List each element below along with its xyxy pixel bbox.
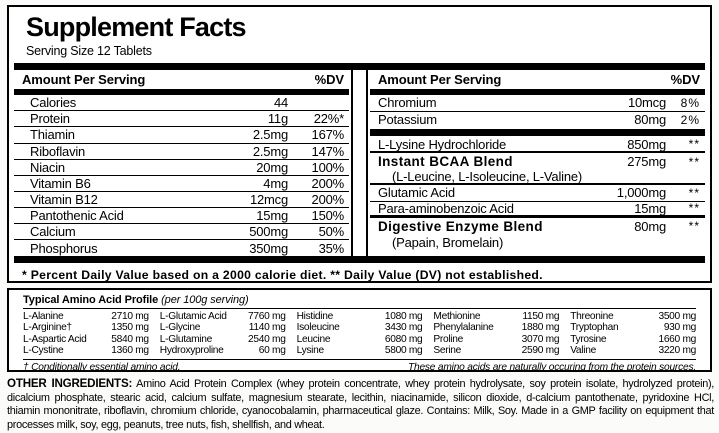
nutrient-name: Calories bbox=[30, 95, 77, 111]
nutrient-name: Vitamin B12 bbox=[30, 191, 98, 207]
amino-name: Threonine bbox=[570, 311, 614, 322]
amino-row bbox=[570, 322, 696, 333]
amino-name: L-Cystine bbox=[23, 345, 64, 357]
amino-mg: 5840 mg bbox=[111, 333, 149, 345]
nutrient-amount: 850mg bbox=[627, 136, 666, 152]
amino-column-5 bbox=[570, 311, 696, 357]
amino-name: Serine bbox=[433, 345, 462, 357]
nutrient-amount: 4mg bbox=[263, 175, 288, 191]
top-divider-bar bbox=[14, 63, 705, 70]
amino-acid-grid bbox=[23, 309, 696, 360]
amino-column-2 bbox=[160, 311, 286, 357]
amino-mg: 2540 mg bbox=[248, 333, 286, 345]
amino-mg: 1080 mg bbox=[384, 311, 423, 322]
amino-name: L-Glutamine bbox=[159, 333, 212, 345]
amino-mg: 3220 mg bbox=[658, 345, 696, 357]
left-column-header bbox=[14, 70, 349, 89]
amino-row bbox=[570, 345, 696, 356]
nutrient-row-niacin bbox=[14, 160, 349, 176]
amino-mg: 2710 mg bbox=[111, 311, 149, 322]
nutrient-dv: ** bbox=[688, 201, 700, 216]
nutrient-amount: 350mg bbox=[249, 240, 288, 256]
amino-row bbox=[160, 334, 286, 345]
blend-components-text: (L-Leucine, L-Isoleucine, L-Valine) bbox=[392, 169, 583, 185]
nutrient-name: Thiamin bbox=[30, 127, 75, 143]
amino-name: Isoleucine bbox=[296, 322, 340, 334]
amino-mg: 60 mg bbox=[258, 345, 286, 357]
nutrient-name: Calcium bbox=[30, 224, 76, 240]
amino-name: L-Glutamic Acid bbox=[159, 311, 227, 322]
nutrient-dv: 200% bbox=[311, 175, 344, 191]
nutrient-name: Potassium bbox=[378, 112, 437, 128]
amino-mg: 3430 mg bbox=[384, 322, 423, 334]
blend-components-note bbox=[370, 234, 705, 250]
amino-mg: 5800 mg bbox=[384, 345, 423, 357]
amino-name: Tyrosine bbox=[570, 333, 607, 345]
amino-row bbox=[160, 345, 286, 356]
nutrient-dv: ** bbox=[688, 154, 700, 169]
amino-name: Tryptophan bbox=[570, 322, 619, 334]
nutrient-row-thiamin bbox=[14, 127, 349, 143]
nutrient-row-phosphorus bbox=[14, 240, 349, 256]
nutrient-amount: 1,000mg bbox=[616, 185, 666, 201]
nutrient-dv: 150% bbox=[311, 207, 344, 223]
naturally-occuring-footnote: These amino acids are naturally occuring from the protein sources. bbox=[407, 361, 696, 373]
amino-column-3 bbox=[297, 311, 423, 357]
amino-footnotes bbox=[23, 360, 696, 373]
amino-name: L-Arginine† bbox=[23, 322, 72, 334]
amino-row bbox=[160, 322, 286, 333]
right-nutrition-column bbox=[366, 70, 705, 256]
amino-row bbox=[433, 345, 559, 356]
nutrient-dv: ** bbox=[688, 185, 700, 200]
nutrient-name: Vitamin B6 bbox=[30, 175, 91, 191]
amino-name: L-Alanine bbox=[23, 311, 64, 322]
dv-footnote: * Percent Daily Value based on a 2000 calorie diet. ** Daily Value (DV) not established. bbox=[22, 268, 543, 283]
amino-row bbox=[160, 311, 286, 322]
amino-mg: 1140 mg bbox=[248, 322, 286, 334]
amino-row bbox=[570, 311, 696, 322]
other-ingredients-paragraph bbox=[7, 377, 714, 433]
amino-mg: 6080 mg bbox=[384, 333, 423, 345]
nutrient-row-chromium bbox=[370, 95, 705, 111]
amino-row bbox=[297, 311, 423, 322]
nutrient-amount: 2.5mg bbox=[252, 127, 288, 143]
amino-column-4 bbox=[433, 311, 559, 357]
nutrient-row-calories bbox=[14, 95, 349, 111]
amino-profile-subtitle: (per 100g serving) bbox=[161, 294, 249, 306]
amino-row bbox=[297, 345, 423, 356]
nutrient-dv: ** bbox=[688, 219, 700, 234]
supplement-facts-panel bbox=[7, 5, 712, 283]
nutrient-amount: 80mg bbox=[634, 112, 666, 128]
nutrient-name: Glutamic Acid bbox=[378, 185, 455, 201]
nutrient-dv: 22%* bbox=[313, 111, 344, 127]
amino-mg: 7760 mg bbox=[248, 311, 286, 322]
amino-row bbox=[23, 334, 149, 345]
nutrient-row-calcium bbox=[14, 224, 349, 240]
nutrient-row-pantothenic-acid bbox=[14, 208, 349, 224]
nutrient-amount: 10mcg bbox=[627, 95, 666, 111]
conditionally-essential-footnote: † Conditionally essential amino acid. bbox=[23, 361, 181, 373]
nutrient-amount: 11g bbox=[267, 111, 288, 127]
amino-mg: 2590 mg bbox=[521, 345, 560, 357]
nutrient-amount: 2.5mg bbox=[252, 143, 288, 159]
amino-name: Phenylalanine bbox=[433, 322, 494, 334]
nutrient-name: Niacin bbox=[30, 159, 65, 175]
nutrient-row-vitamin-b6 bbox=[14, 176, 349, 192]
nutrient-dv: 100% bbox=[311, 159, 344, 175]
nutrient-amount: 80mg bbox=[634, 218, 666, 234]
amino-name: Lysine bbox=[296, 345, 324, 357]
amino-row bbox=[23, 345, 149, 356]
amino-mg: 3070 mg bbox=[521, 333, 560, 345]
nutrient-amount: 15mg bbox=[634, 200, 666, 216]
amino-row bbox=[570, 334, 696, 345]
amino-name: Leucine bbox=[296, 333, 331, 345]
section-divider-bar bbox=[370, 129, 705, 136]
right-column-header bbox=[370, 70, 705, 89]
amino-name: Methionine bbox=[433, 311, 481, 322]
nutrient-amount: 20mg bbox=[256, 159, 288, 175]
nutrient-amount: 12mcg bbox=[249, 191, 288, 207]
nutrient-dv: 35% bbox=[318, 240, 344, 256]
amino-row bbox=[23, 311, 149, 322]
dv-header-label: %DV bbox=[314, 72, 344, 88]
amino-mg: 1360 mg bbox=[111, 345, 149, 357]
nutrient-amount: 15mg bbox=[256, 207, 288, 223]
bottom-divider-bar bbox=[14, 256, 705, 263]
nutrient-row-bcaa-blend bbox=[370, 153, 705, 169]
blend-components-note bbox=[370, 170, 705, 186]
nutrient-dv: 2% bbox=[680, 112, 700, 127]
amino-name: Valine bbox=[570, 345, 596, 357]
nutrient-name: Riboflavin bbox=[30, 143, 86, 159]
nutrient-dv: 147% bbox=[311, 143, 344, 159]
amino-row bbox=[433, 311, 559, 322]
nutrient-row-paba bbox=[370, 202, 705, 218]
amino-name: L-Glycine bbox=[159, 322, 201, 334]
amino-name: Proline bbox=[433, 333, 464, 345]
amino-mg: 930 mg bbox=[663, 322, 696, 334]
nutrient-name: Pantothenic Acid bbox=[30, 207, 124, 223]
nutrient-dv: 50% bbox=[318, 224, 344, 240]
nutrient-name: Protein bbox=[30, 111, 70, 127]
amino-mg: 1880 mg bbox=[521, 322, 560, 334]
nutrient-row-digestive-enzyme-blend bbox=[370, 218, 705, 234]
nutrient-name: L-Lysine Hydrochloride bbox=[378, 136, 507, 152]
nutrient-amount: 500mg bbox=[249, 224, 288, 240]
amino-column-1 bbox=[23, 311, 149, 357]
nutrient-row-lysine-hcl bbox=[370, 137, 705, 153]
amino-mg: 1350 mg bbox=[111, 322, 149, 334]
amino-profile-header bbox=[23, 292, 696, 309]
amino-row bbox=[297, 334, 423, 345]
nutrient-dv: 8% bbox=[680, 95, 700, 110]
nutrient-row-potassium bbox=[370, 112, 705, 128]
nutrition-columns bbox=[14, 70, 705, 256]
nutrient-name: Phosphorus bbox=[30, 240, 98, 256]
dv-header-label: %DV bbox=[670, 72, 700, 88]
nutrient-row-vitamin-b12 bbox=[14, 192, 349, 208]
amino-row bbox=[23, 322, 149, 333]
nutrient-dv: ** bbox=[688, 137, 700, 152]
amino-mg: 1150 mg bbox=[522, 311, 560, 322]
nutrient-dv: 200% bbox=[311, 191, 344, 207]
nutrient-row-protein bbox=[14, 111, 349, 127]
amino-mg: 1660 mg bbox=[658, 333, 696, 345]
nutrient-row-riboflavin bbox=[14, 144, 349, 160]
amino-row bbox=[297, 322, 423, 333]
amino-profile-title: Typical Amino Acid Profile bbox=[23, 294, 159, 306]
left-nutrition-column bbox=[14, 70, 353, 256]
amino-mg: 3500 mg bbox=[658, 311, 696, 322]
other-ingredients-text: Amino Acid Protein Complex (whey protein concentrate, whey protein hydrolysate, soy protein isolate, hydrolyzed protein), dicalcium phosphate, stearic acid, calcium sulfate, magnesium stearate, lecithin, niacinamide, silicon dioxide, d-calcium pantothenate, pyridoxine HCl, thiamin mononitrate, riboflavin, chromium chloride, cyanocobalamin, pharmaceutical glaze. Contains: Milk, Soy. Made in a GMP facility on equipment that processes milk, soy, egg, peanuts, tree nuts, fish, shellfish, and wheat. bbox=[7, 378, 714, 432]
amino-name: L-Aspartic Acid bbox=[23, 333, 87, 345]
serving-size: Serving Size 12 Tablets bbox=[26, 44, 152, 59]
amino-acid-profile-panel bbox=[7, 288, 712, 372]
nutrient-row-glutamic-acid bbox=[370, 185, 705, 201]
nutrient-name: Instant BCAA Blend bbox=[378, 154, 513, 170]
amino-name: Hydroxyproline bbox=[159, 345, 224, 357]
nutrient-name: Chromium bbox=[378, 95, 437, 111]
blend-components-text: (Papain, Bromelain) bbox=[392, 234, 504, 250]
other-ingredients-label: OTHER INGREDIENTS: bbox=[7, 377, 133, 390]
amino-name: Histidine bbox=[296, 311, 333, 322]
nutrient-amount: 275mg bbox=[627, 154, 666, 170]
amino-row bbox=[433, 322, 559, 333]
nutrient-amount: 44 bbox=[273, 95, 288, 111]
nutrient-name: Digestive Enzyme Blend bbox=[378, 218, 543, 234]
nutrient-name: Para-aminobenzoic Acid bbox=[378, 200, 514, 216]
amount-per-serving-label: Amount Per Serving bbox=[22, 72, 146, 88]
amino-row bbox=[433, 334, 559, 345]
amount-per-serving-label: Amount Per Serving bbox=[378, 72, 502, 88]
panel-title: Supplement Facts bbox=[26, 12, 246, 42]
nutrient-dv: 167% bbox=[311, 127, 344, 143]
